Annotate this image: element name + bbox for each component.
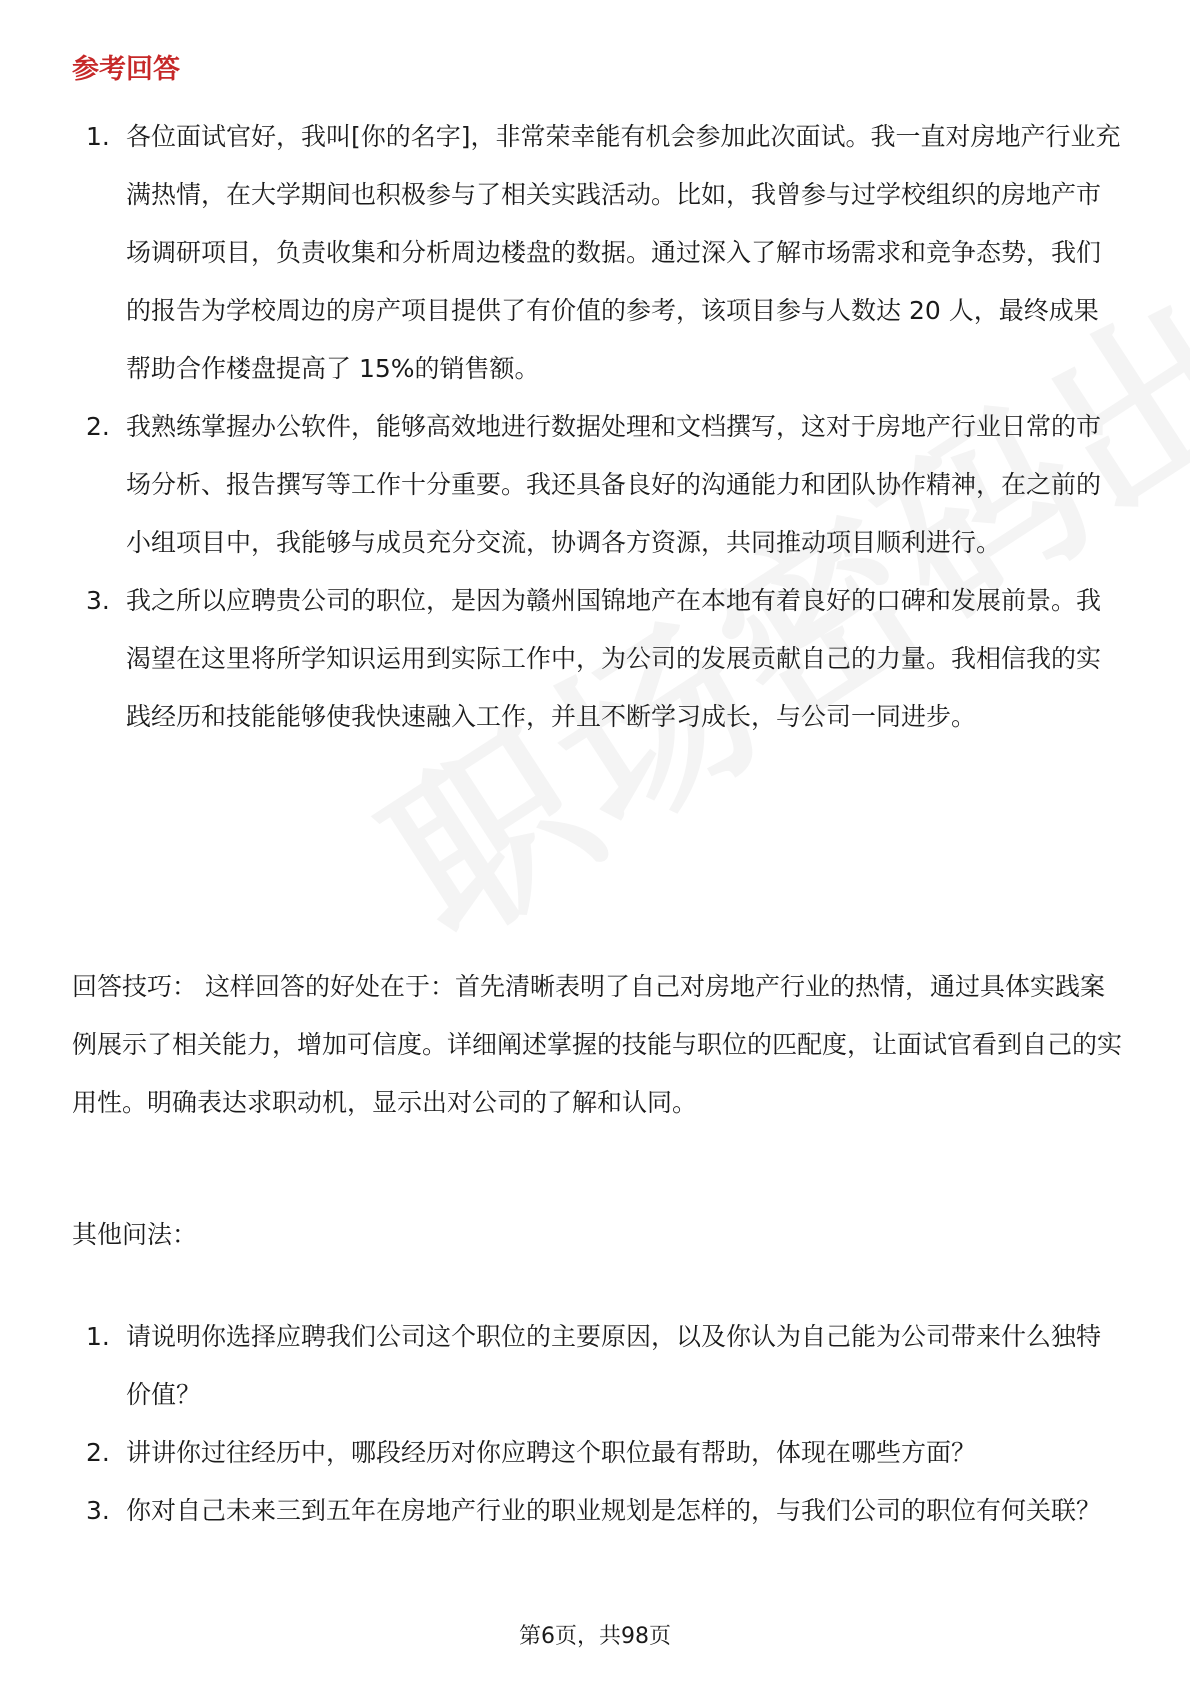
- list-number: 2.: [86, 412, 110, 441]
- section-heading: 参考回答: [72, 54, 180, 85]
- list-text: 我之所以应聘贵公司的职位，是因为赣州国锦地产在本地有着良好的口碑和发展前景。我渴望在这里将所学知识运用到实际工作中，为公司的发展贡献自己的力量。我相信我的实践经历和技能能够使我快速融入工作，并且不断学习成长，与公司一同进步。: [126, 586, 1102, 731]
- list-text: 你对自己未来三到五年在房地产行业的职业规划是怎样的，与我们公司的职位有何关联？: [126, 1496, 1102, 1525]
- list-text: 各位面试官好，我叫[你的名字]，非常荣幸能有机会参加此次面试。我一直对房地产行业充满热情，在大学期间也积极参与了相关实践活动。比如，我曾参与过学校组织的房地产市场调研项目，负责收集和分析周边楼盘的数据。通过深入了解市场需求和竞争态势，我们的报告为学校周边的房产项目提供了有价值的参考，该项目参与人数达 20 人，最终成果帮助合作楼盘提高了 15%的销售额。: [126, 122, 1121, 383]
- list-number: 3.: [86, 1496, 110, 1525]
- list-text: 我熟练掌握办公软件，能够高效地进行数据处理和文档撰写，这对于房地产行业日常的市场分析、报告撰写等工作十分重要。我还具备良好的沟通能力和团队协作精神，在之前的小组项目中，我能够与成员充分交流，协调各方资源，共同推动项目顺利进行。: [126, 412, 1102, 557]
- list-number: 1.: [86, 122, 110, 151]
- list-number: 2.: [86, 1438, 110, 1467]
- other-questions-heading: 其他问法：: [72, 1220, 198, 1249]
- answer-list: [72, 108, 1122, 746]
- list-item: [72, 1308, 1122, 1424]
- page-footer: 第6页，共98页: [519, 1624, 671, 1649]
- list-text: 讲讲你过往经历中，哪段经历对你应聘这个职位最有帮助，体现在哪些方面？: [126, 1438, 977, 1467]
- list-item: [72, 572, 1122, 746]
- other-questions-list: [72, 1308, 1122, 1540]
- list-item: [72, 1482, 1122, 1540]
- tips-paragraph: 回答技巧： 这样回答的好处在于：首先清晰表明了自己对房地产行业的热情，通过具体实践案例展示了相关能力，增加可信度。详细阐述掌握的技能与职位的匹配度，让面试官看到自己的实用性。明确表达求职动机，显示出对公司的了解和认同。: [72, 972, 1123, 1117]
- list-number: 3.: [86, 586, 110, 615]
- list-text: 请说明你选择应聘我们公司这个职位的主要原因，以及你认为自己能为公司带来什么独特价值？: [126, 1322, 1102, 1409]
- list-item: [72, 398, 1122, 572]
- list-item: [72, 108, 1122, 398]
- list-item: [72, 1424, 1122, 1482]
- list-number: 1.: [86, 1322, 110, 1351]
